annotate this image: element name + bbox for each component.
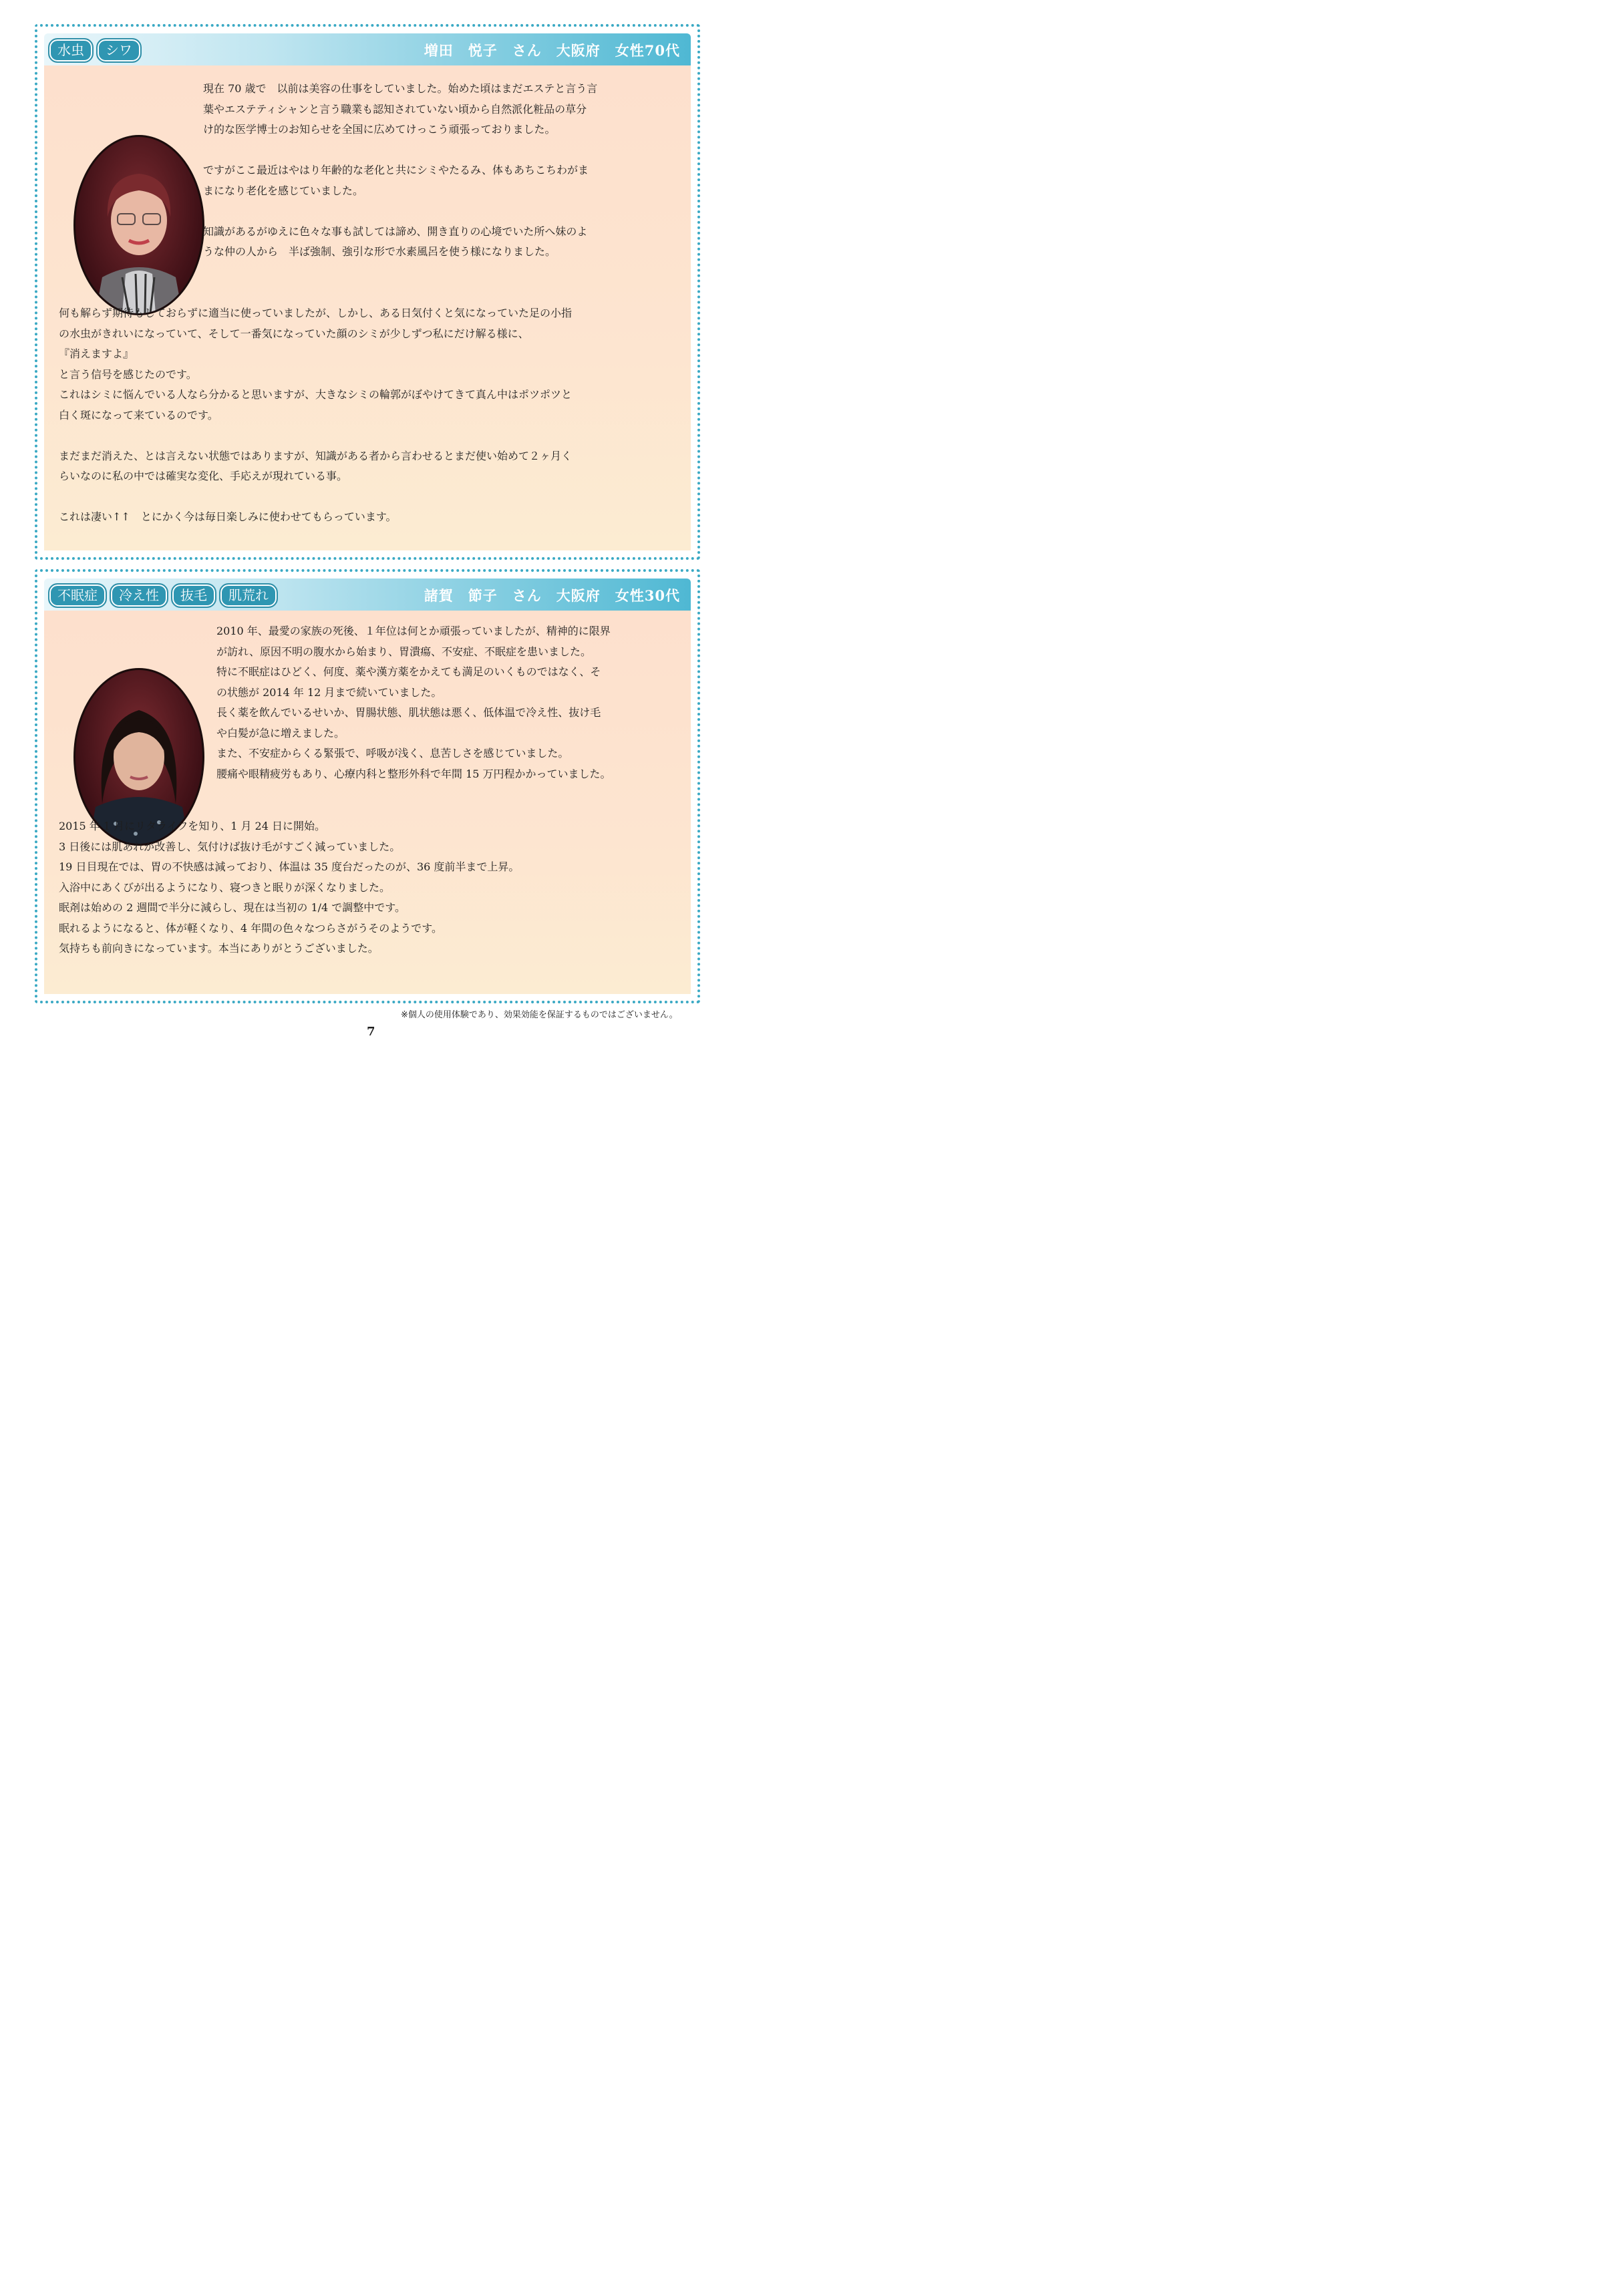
text-line: と言う信号を感じたのです。 — [59, 367, 197, 381]
text-line: これはシミに悩んでいる人なら分かると思いますが、大きなシミの輪郭がぼやけてきて真ん中はポツポツと — [59, 388, 573, 401]
symptom-tags-1 — [48, 38, 142, 63]
testimonial-intro-1 — [203, 79, 684, 263]
symptom-tag: 抜毛 — [171, 583, 216, 608]
text-line: 長く薬を飲んでいるせいか、胃腸状態、肌状態は悪く、低体温で冷え性、抜け毛 — [216, 706, 601, 719]
testimonial-header-2 — [44, 579, 691, 612]
text-line: 腰痛や眼精疲労もあり、心療内科と整形外科で年間 15 万円程かかっていました。 — [216, 767, 611, 780]
text-line: 特に不眠症はひどく、何度、薬や漢方薬をかえても満足のいくものではなく、そ — [216, 665, 601, 678]
text-line: 葉やエステティシャンと言う職業も認知されていない頃から自然派化粧品の草分 — [203, 102, 587, 116]
text-line: 3 日後には肌あれが改善し、気付けば抜け毛がすごく減っていました。 — [59, 840, 401, 853]
text-line: 白く斑になって来ているのです。 — [59, 408, 218, 422]
text-line: ですがここ最近はやはり年齢的な老化と共にシミやたるみ、体もあちこちわがま — [203, 164, 589, 176]
text-line: 『消えますよ』 — [59, 347, 134, 360]
text-line: まになり老化を感じていました。 — [203, 184, 364, 197]
testimonial-body-1 — [44, 65, 691, 550]
text-line: 知識があるがゆえに色々な事も試しては諦め、開き直りの心境でいた所へ妹のよ — [203, 224, 588, 238]
text-line: 入浴中にあくびが出るようになり、寝つきと眠りが深くなりました。 — [59, 880, 391, 894]
portrait-photo-1 — [73, 135, 204, 315]
text-line: らいなのに私の中では確実な変化、手応えが現れている事。 — [59, 470, 348, 482]
text-line: これは凄い↑↑ とにかく今は毎日楽しみに使わせてもらっています。 — [59, 510, 397, 523]
testimonial-body-2 — [44, 611, 691, 994]
testimonial-intro-2 — [216, 621, 697, 784]
text-line: の水虫がきれいになっていて、そして一番気になっていた顔のシミが少しずつ私にだけ解る様に、 — [59, 327, 529, 340]
text-line: まだまだ消えた、とは言えない状態ではありますが、知識がある者から言わせるとまだ使い始めて２ヶ月く — [59, 449, 573, 462]
text-line: 何も解らず期待もしておらずに適当に使っていましたが、しかし、ある日気付くと気になっていた足の小指 — [59, 307, 573, 319]
text-line: や白髪が急に増えました。 — [216, 726, 345, 740]
person-name-1: 増田 悦子 さん 大阪府 女性70代 — [424, 42, 680, 59]
text-line: 現在 70 歳で 以前は美容の仕事をしていました。始めた頃はまだエステと言う言 — [203, 82, 598, 95]
symptom-tag: 水虫 — [48, 38, 94, 63]
person-name-2: 諸賀 節子 さん 大阪府 女性30代 — [424, 587, 680, 604]
testimonial-card-2 — [35, 569, 700, 1003]
page-number: 7 — [367, 1025, 375, 1039]
text-line: 2010 年、最愛の家族の死後、１年位は何とか頑張っていましたが、精神的に限界 — [216, 625, 611, 637]
testimonial-body-text-2 — [59, 816, 687, 959]
text-line: 気持ちも前向きになっています。本当にありがとうございました。 — [59, 942, 379, 955]
testimonial-header-1 — [44, 33, 691, 67]
symptom-tag: 不眠症 — [48, 583, 107, 608]
text-line: 眠剤は始めの 2 週間で半分に減らし、現在は当初の 1/4 で調整中です。 — [59, 901, 406, 914]
text-line: け的な医学博士のお知らせを全国に広めてけっこう頑張っておりました。 — [203, 123, 556, 136]
symptom-tag: 冷え性 — [110, 583, 168, 608]
testimonial-body-text-1 — [59, 303, 687, 528]
text-line: 2015 年 1 月にリタライフを知り、1 月 24 日に開始。 — [59, 820, 325, 832]
symptom-tag: シワ — [96, 38, 142, 63]
symptom-tag: 肌荒れ — [219, 583, 278, 608]
text-line: 19 日目現在では、胃の不快感は減っており、体温は 35 度台だったのが、36 度前半まで上昇。 — [59, 860, 520, 873]
text-line: の状態が 2014 年 12 月まで続いていました。 — [216, 685, 442, 699]
text-line: うな仲の人から 半ば強制、強引な形で水素風呂を使う様になりました。 — [203, 245, 556, 258]
text-line: また、不安症からくる緊張で、呼吸が浅く、息苦しさを感じていました。 — [216, 747, 569, 760]
testimonial-card-1 — [35, 24, 700, 560]
text-line: 眠れるようになると、体が軽くなり、4 年間の色々なつらさがうそのようです。 — [59, 921, 442, 935]
text-line: が訪れ、原因不明の腹水から始まり、胃潰瘍、不安症、不眠症を患いました。 — [216, 645, 591, 658]
symptom-tags-2 — [48, 583, 278, 608]
disclaimer-footnote: ※個人の使用体験であり、効果効能を保証するものではございません。 — [401, 1010, 678, 1020]
